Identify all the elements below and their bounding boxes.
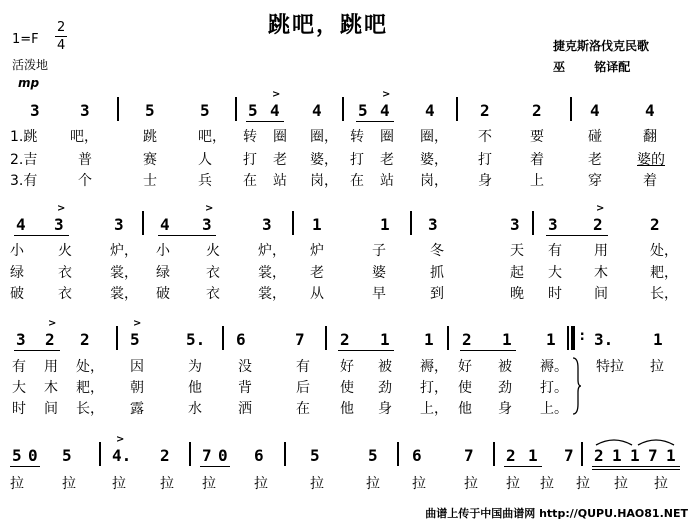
lyric-syllable: 老 <box>588 152 602 168</box>
lyric-syllable: 冬 <box>430 243 444 259</box>
lyric-syllable: 被 <box>378 359 392 375</box>
lyric-syllable: 长， <box>650 286 678 302</box>
lyric-syllable: 炉， <box>258 243 286 259</box>
note: 1 <box>546 330 556 349</box>
lyric-syllable: 因 <box>130 359 144 375</box>
lyric-syllable: 小 <box>10 243 24 259</box>
repeat-bar-thin <box>567 326 569 350</box>
note: 7 <box>464 446 474 465</box>
lyric-syllable: 衣 <box>206 265 220 281</box>
bar-line <box>410 211 412 235</box>
lyric-syllable: 跳 <box>143 129 157 145</box>
bar-line <box>456 97 458 121</box>
song-source: 捷克斯洛伐克民歌 <box>553 39 650 53</box>
lyric-syllable: 穿 <box>588 173 602 189</box>
lyric-syllable: 有 <box>12 359 26 375</box>
note: 5 <box>310 446 320 465</box>
bar-line <box>342 97 344 121</box>
lyric-syllable: 打。 <box>540 380 568 396</box>
accent-mark: > <box>596 203 605 214</box>
lyric-syllable: 拉 <box>112 476 126 492</box>
lyric-syllable: 拉 <box>614 476 628 492</box>
accent-mark: > <box>48 318 57 329</box>
note: 2 <box>462 330 472 349</box>
note: 5 <box>145 101 155 120</box>
lyric-syllable: 有 <box>548 243 562 259</box>
lyric-syllable: 长， <box>76 401 104 417</box>
note: 3 <box>548 215 558 234</box>
lyric-syllable: 老 <box>310 265 324 281</box>
lyric-syllable: 他 <box>340 401 354 417</box>
note: 4 <box>160 215 170 234</box>
lyric-syllable: 没 <box>238 359 252 375</box>
bar-line <box>325 326 327 350</box>
note: 4 <box>270 101 280 120</box>
note: 5 <box>358 101 368 120</box>
underline-beam <box>592 469 680 470</box>
lyric-syllable: 劲 <box>498 380 512 396</box>
lyric-syllable: 他 <box>458 401 472 417</box>
note: 2 <box>160 446 170 465</box>
lyric-syllable: 要 <box>530 129 544 145</box>
lyric-syllable: 拉 <box>10 476 24 492</box>
bar-line <box>397 442 399 466</box>
note: 2 <box>594 446 604 465</box>
lyric-syllable: 处， <box>76 359 104 375</box>
lyric-syllable: 上 <box>530 173 544 189</box>
note: 3 <box>114 215 124 234</box>
fermata-arc <box>594 434 676 446</box>
note: 1 <box>666 446 676 465</box>
note: 3 <box>428 215 438 234</box>
bar-line <box>284 442 286 466</box>
lyric-syllable: 用 <box>44 359 58 375</box>
key-signature: 1=F <box>12 32 39 47</box>
accent-mark: > <box>272 89 281 100</box>
note: 3 <box>16 330 26 349</box>
lyric-syllable: 裳， <box>258 265 286 281</box>
note: 7 <box>295 330 305 349</box>
lyric-syllable: 打 <box>478 152 492 168</box>
lyric-syllable: 吧， <box>70 129 98 145</box>
lyric-syllable: 站 <box>273 173 287 189</box>
lyric-syllable: 劲 <box>378 380 392 396</box>
note: 1 <box>528 446 538 465</box>
lyric-syllable: 拉 <box>576 476 590 492</box>
note: 2 <box>593 215 603 234</box>
lyric-syllable: 身 <box>378 401 392 417</box>
bar-line <box>447 326 449 350</box>
lyric-syllable: 圈 <box>273 129 287 145</box>
lyric-syllable: 被 <box>498 359 512 375</box>
bar-line <box>493 442 495 466</box>
lyric-syllable: 拉 <box>62 476 76 492</box>
note: 1 <box>312 215 322 234</box>
lyric-syllable: 裳， <box>110 286 138 302</box>
lyric-syllable: 间 <box>44 401 58 417</box>
lyric-syllable: 拉 <box>310 476 324 492</box>
lyric-syllable: 婆的 <box>637 152 665 168</box>
lyric-syllable: 拉 <box>412 476 426 492</box>
lyric-syllable: 时 <box>12 401 26 417</box>
lyric-syllable: 小 <box>156 243 170 259</box>
lyric-syllable: 火 <box>206 243 220 259</box>
lyric-syllable: 大 <box>548 265 562 281</box>
translator: 巫 铭译配 <box>553 60 631 74</box>
note: 5 <box>248 101 258 120</box>
note: 5 <box>368 446 378 465</box>
lyric-syllable: 圈， <box>420 129 448 145</box>
bar-line <box>532 211 534 235</box>
lyric-syllable: 好 <box>458 359 472 375</box>
underline-beam <box>338 350 394 351</box>
lyric-syllable: 有 <box>296 359 310 375</box>
lyric-syllable: 衣 <box>58 286 72 302</box>
note: 5. <box>186 330 206 349</box>
note: 4 <box>590 101 600 120</box>
lyric-syllable: 从 <box>310 286 324 302</box>
bar-line <box>189 442 191 466</box>
lyric-syllable: 他 <box>188 380 202 396</box>
note: 1 <box>612 446 622 465</box>
lyric-syllable: 到 <box>430 286 444 302</box>
note: 4 <box>425 101 435 120</box>
note: 3 <box>54 215 64 234</box>
note: 7 <box>648 446 658 465</box>
lyric-syllable: 普 <box>78 152 92 168</box>
lyric-syllable: 着 <box>643 173 657 189</box>
lyric-syllable: 破 <box>10 286 24 302</box>
underline-beam <box>356 121 394 122</box>
note: 4. <box>112 446 132 465</box>
accent-mark: > <box>205 203 214 214</box>
lyric-syllable: 着 <box>530 152 544 168</box>
repeat-dots: : <box>578 328 587 344</box>
lyric-syllable: 褥， <box>420 359 448 375</box>
lyric-syllable: 使 <box>458 380 472 396</box>
lyric-syllable: 木 <box>44 380 58 396</box>
lyric-syllable: 拉 <box>160 476 174 492</box>
bar-line <box>117 97 119 121</box>
lyric-syllable: 打 <box>350 152 364 168</box>
lyric-syllable: 木 <box>594 265 608 281</box>
time-signature-top: 2 <box>57 20 66 35</box>
underline-beam <box>546 235 608 236</box>
lyric-syllable: 耙， <box>650 265 678 281</box>
bar-line <box>99 442 101 466</box>
note: 3 <box>262 215 272 234</box>
lyric-syllable: 早 <box>372 286 386 302</box>
note: 1 <box>380 330 390 349</box>
note: 1 <box>502 330 512 349</box>
lyric-syllable: 好 <box>340 359 354 375</box>
lyric-syllable: 用 <box>594 243 608 259</box>
lyric-syllable: 拉 <box>506 476 520 492</box>
accent-mark: > <box>116 434 125 445</box>
lyric-syllable: 不 <box>478 129 492 145</box>
lyric-syllable: 转 <box>243 129 257 145</box>
accent-mark: > <box>382 89 391 100</box>
note: 2 <box>506 446 516 465</box>
lyric-syllable: 背 <box>238 380 252 396</box>
lyric-syllable: 炉 <box>310 243 324 259</box>
lyric-syllable: 处， <box>650 243 678 259</box>
song-title: 跳吧，跳吧 <box>268 13 389 38</box>
lyric-syllable: 圈， <box>310 129 338 145</box>
lyric-syllable: 圈 <box>380 129 394 145</box>
underline-beam <box>14 350 60 351</box>
dynamic-marking: mp <box>18 76 40 90</box>
note: 5 <box>130 330 140 349</box>
lyric-syllable: 个 <box>78 173 92 189</box>
lyric-syllable: 间 <box>594 286 608 302</box>
lyric-syllable: 衣 <box>206 286 220 302</box>
lyric-syllable: 岗， <box>310 173 338 189</box>
lyric-syllable: 打 <box>243 152 257 168</box>
lyric-syllable: 拉 <box>202 476 216 492</box>
lyric-syllable: 老 <box>273 152 287 168</box>
lyric-syllable: 转 <box>350 129 364 145</box>
lyric-syllable: 时 <box>548 286 562 302</box>
underline-beam <box>158 235 216 236</box>
lyric-syllable: 裳， <box>258 286 286 302</box>
note: 5 <box>62 446 72 465</box>
lyric-syllable: 在 <box>296 401 310 417</box>
lyric-syllable: 洒 <box>238 401 252 417</box>
lyric-syllable: 特拉 <box>596 359 624 375</box>
lyric-syllable: 人 <box>198 152 212 168</box>
lyric-syllable: 水 <box>188 401 202 417</box>
bar-line <box>292 211 294 235</box>
lyric-syllable: 大 <box>12 380 26 396</box>
note: 2 <box>340 330 350 349</box>
tempo-marking: 活泼地 <box>12 58 49 72</box>
lyric-syllable: 赛 <box>143 152 157 168</box>
underline-beam <box>592 466 680 467</box>
underline-beam <box>10 466 40 467</box>
lyric-syllable: 朝 <box>130 380 144 396</box>
verse-brace <box>572 356 582 416</box>
repeat-bar-thick <box>571 326 575 350</box>
lyric-syllable: 破 <box>156 286 170 302</box>
note: 6 <box>412 446 422 465</box>
lyric-syllable: 吧， <box>198 129 226 145</box>
bar-line <box>235 97 237 121</box>
lyric-syllable: 起 <box>510 265 524 281</box>
note: 1 <box>380 215 390 234</box>
underline-beam <box>200 466 230 467</box>
bar-line <box>142 211 144 235</box>
note: 0 <box>28 446 38 465</box>
note: 4 <box>380 101 390 120</box>
lyric-syllable: 翻 <box>643 129 657 145</box>
lyric-syllable: 为 <box>188 359 202 375</box>
time-signature-line <box>55 36 67 37</box>
note: 1 <box>424 330 434 349</box>
accent-mark: > <box>133 318 142 329</box>
lyric-syllable: 婆， <box>310 152 338 168</box>
underline-beam <box>14 235 69 236</box>
note: 3. <box>594 330 614 349</box>
lyric-syllable: 裳， <box>110 265 138 281</box>
lyric-syllable: 站 <box>380 173 394 189</box>
lyric-syllable: 炉， <box>110 243 138 259</box>
time-signature-bottom: 4 <box>57 38 66 53</box>
note: 7 <box>564 446 574 465</box>
bar-line <box>116 326 118 350</box>
lyric-syllable: 打， <box>420 380 448 396</box>
lyric-syllable: 拉 <box>650 359 664 375</box>
lyric-syllable: 婆 <box>372 265 386 281</box>
note: 3 <box>80 101 90 120</box>
lyric-syllable: 拉 <box>654 476 668 492</box>
lyric-syllable: 露 <box>130 401 144 417</box>
note: 3 <box>510 215 520 234</box>
lyric-syllable: 拉 <box>254 476 268 492</box>
lyric-syllable: 婆， <box>420 152 448 168</box>
bar-line <box>222 326 224 350</box>
lyric-syllable: 岗， <box>420 173 448 189</box>
accent-mark: > <box>57 203 66 214</box>
note: 6 <box>254 446 264 465</box>
lyric-syllable: 3.有 <box>10 173 38 189</box>
lyric-syllable: 兵 <box>198 173 212 189</box>
lyric-syllable: 士 <box>143 173 157 189</box>
bar-line <box>570 97 572 121</box>
lyric-syllable: 天 <box>510 243 524 259</box>
lyric-syllable: 在 <box>350 173 364 189</box>
note: 6 <box>236 330 246 349</box>
lyric-syllable: 使 <box>340 380 354 396</box>
lyric-syllable: 火 <box>58 243 72 259</box>
lyric-syllable: 拉 <box>464 476 478 492</box>
note: 7 <box>202 446 212 465</box>
lyric-syllable: 上， <box>420 401 448 417</box>
note: 3 <box>30 101 40 120</box>
lyric-syllable: 老 <box>380 152 394 168</box>
lyric-syllable: 绿 <box>156 265 170 281</box>
note: 2 <box>480 101 490 120</box>
note: 2 <box>650 215 660 234</box>
lyric-syllable: 耙， <box>76 380 104 396</box>
note: 2 <box>45 330 55 349</box>
lyric-syllable: 后 <box>296 380 310 396</box>
note: 5 <box>200 101 210 120</box>
watermark: 曲谱上传于中国曲谱网 http://QUPU.HAO81.NET <box>425 507 688 520</box>
lyric-syllable: 拉 <box>540 476 554 492</box>
underline-beam <box>460 350 516 351</box>
lyric-syllable: 褥。 <box>540 359 568 375</box>
lyric-syllable: 2.吉 <box>10 152 38 168</box>
lyric-syllable: 拉 <box>366 476 380 492</box>
note: 0 <box>218 446 228 465</box>
note: 5 <box>12 446 22 465</box>
lyric-syllable: 身 <box>478 173 492 189</box>
lyric-syllable: 在 <box>243 173 257 189</box>
lyric-syllable: 上。 <box>540 401 568 417</box>
note: 4 <box>312 101 322 120</box>
lyric-syllable: 身 <box>498 401 512 417</box>
note: 1 <box>630 446 640 465</box>
lyric-syllable: 子 <box>372 243 386 259</box>
note: 2 <box>80 330 90 349</box>
lyric-syllable: 衣 <box>58 265 72 281</box>
lyric-syllable: 晚 <box>510 286 524 302</box>
lyric-syllable: 绿 <box>10 265 24 281</box>
underline-beam <box>246 121 284 122</box>
note: 4 <box>16 215 26 234</box>
bar-line <box>581 442 583 466</box>
note: 4 <box>645 101 655 120</box>
lyric-syllable: 抓 <box>430 265 444 281</box>
note: 2 <box>532 101 542 120</box>
underline-beam <box>504 466 542 467</box>
note: 3 <box>202 215 212 234</box>
lyric-syllable: 1.跳 <box>10 129 38 145</box>
lyric-syllable: 碰 <box>588 129 602 145</box>
note: 1 <box>653 330 663 349</box>
